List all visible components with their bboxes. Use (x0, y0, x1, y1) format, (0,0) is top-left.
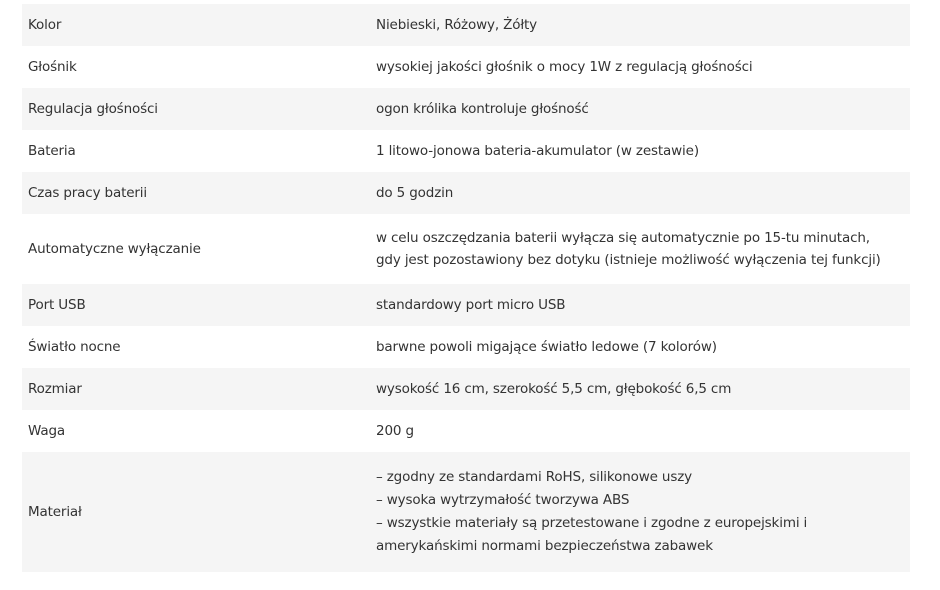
spec-row-battery (22, 130, 910, 172)
spec-label: Kolor (22, 4, 364, 46)
spec-label: Port USB (22, 284, 364, 326)
spec-label: Bateria (22, 130, 364, 172)
spec-value-line: – zgodny ze standardami RoHS, silikonowe uszy (376, 469, 692, 485)
spec-value: Niebieski, Różowy, Żółty (364, 4, 910, 46)
spec-value (364, 452, 910, 572)
spec-value: 200 g (364, 410, 910, 452)
spec-label: Czas pracy baterii (22, 172, 364, 214)
spec-row-usb-port (22, 284, 910, 326)
spec-value: 1 litowo-jonowa bateria-akumulator (w zestawie) (364, 130, 910, 172)
spec-label: Waga (22, 410, 364, 452)
spec-label: Materiał (22, 452, 364, 572)
spec-value: wysokość 16 cm, szerokość 5,5 cm, głębokość 6,5 cm (364, 368, 910, 410)
spec-label: Regulacja głośności (22, 88, 364, 130)
spec-value-line: w celu oszczędzania baterii wyłącza się automatycznie po 15-tu minutach, (376, 230, 870, 246)
spec-value-line: amerykańskimi normami bezpieczeństwa zabawek (376, 538, 713, 554)
spec-row-size (22, 368, 910, 410)
spec-value: standardowy port micro USB (364, 284, 910, 326)
spec-value-line: gdy jest pozostawiony bez dotyku (istnieje możliwość wyłączenia tej funkcji) (376, 252, 881, 268)
spec-value: wysokiej jakości głośnik o mocy 1W z regulacją głośności (364, 46, 910, 88)
spec-value: ogon królika kontroluje głośność (364, 88, 910, 130)
spec-row-battery-life (22, 172, 910, 214)
spec-row-material (22, 452, 910, 572)
spec-row-volume-control (22, 88, 910, 130)
specification-table (22, 4, 910, 572)
spec-value-line: – wszystkie materiały są przetestowane i zgodne z europejskimi i (376, 515, 808, 531)
spec-label: Światło nocne (22, 326, 364, 368)
spec-row-auto-shutdown (22, 214, 910, 284)
spec-value-line: – wysoka wytrzymałość tworzywa ABS (376, 492, 630, 508)
spec-row-speaker (22, 46, 910, 88)
spec-value: do 5 godzin (364, 172, 910, 214)
spec-label: Automatyczne wyłączanie (22, 214, 364, 284)
spec-row-color (22, 4, 910, 46)
spec-row-weight (22, 410, 910, 452)
spec-label: Głośnik (22, 46, 364, 88)
spec-value (364, 214, 910, 284)
spec-row-night-light (22, 326, 910, 368)
spec-value: barwne powoli migające światło ledowe (7 kolorów) (364, 326, 910, 368)
spec-label: Rozmiar (22, 368, 364, 410)
